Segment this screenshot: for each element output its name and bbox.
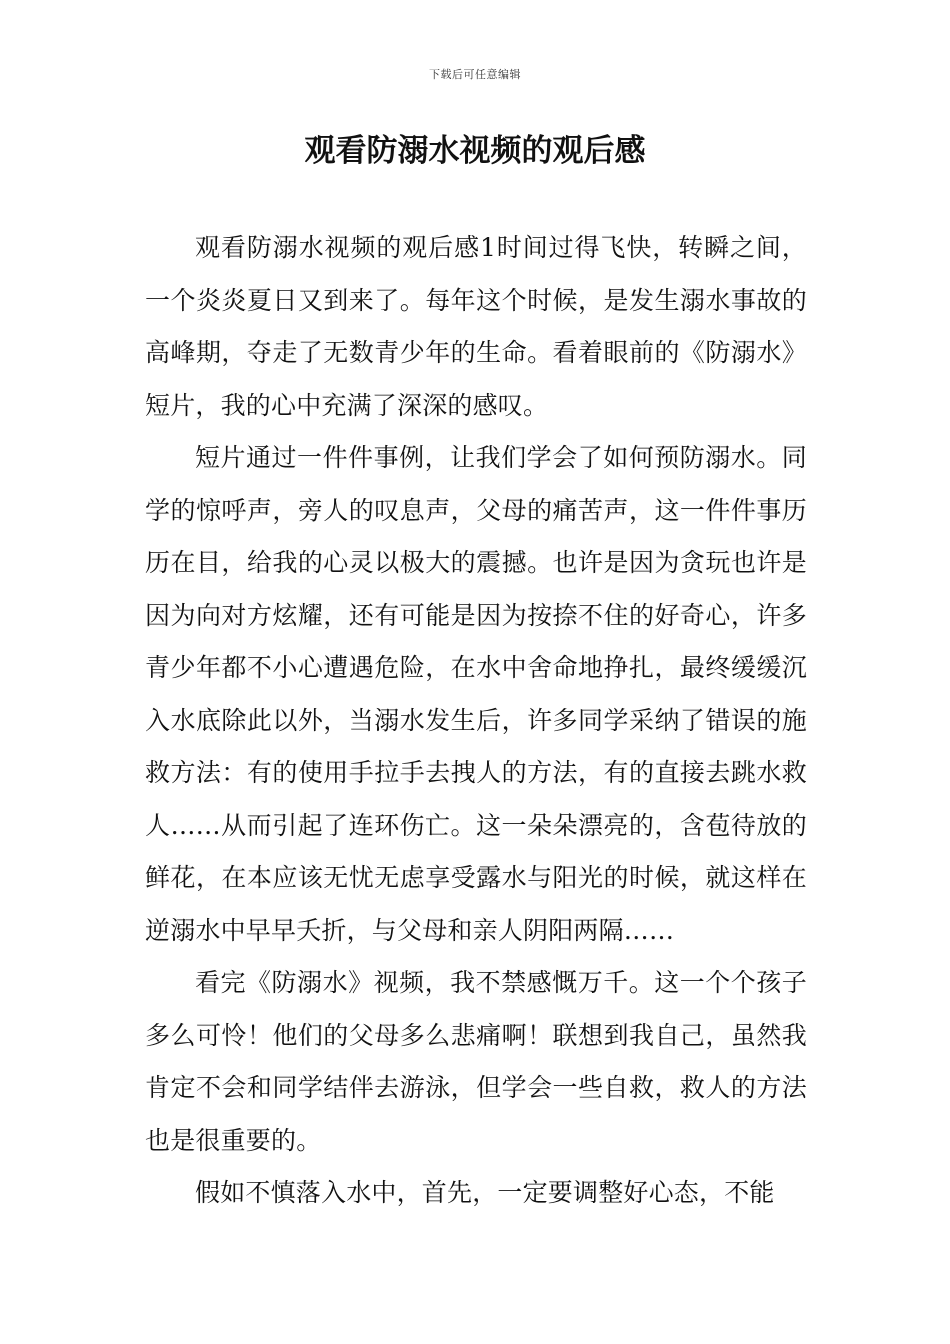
paragraph: 看完《防溺水》视频，我不禁感慨万千。这一个个孩子多么可怜！他们的父母多么悲痛啊！联想到我自己，虽然我肯定不会和同学结伴去游泳，但学会一些自救，救人的方法也是很重要的。 [145,968,807,1155]
paragraph: 观看防溺水视频的观后感1时间过得飞快，转瞬之间，一个炎炎夏日又到来了。每年这个时候，是发生溺水事故的高峰期，夺走了无数青少年的生命。看着眼前的《防溺水》短片，我的心中充满了深深的感叹。 [145,233,807,420]
header-note: 下载后可任意编辑 [429,68,521,81]
paragraph: 短片通过一件件事例，让我们学会了如何预防溺水。同学的惊呼声，旁人的叹息声，父母的痛苦声，这一件件事历历在目，给我的心灵以极大的震撼。也许是因为贪玩也许是因为向对方炫耀，还有可能是因为按捺不住的好奇心，许多青少年都不小心遭遇危险，在水中舍命地挣扎，最终缓缓沉入水底除此以外，当溺水发生后，许多同学采纳了错误的施救方法：有的使用手拉手去拽人的方法，有的直接去跳水救人……从而引起了连环伤亡。这一朵朵漂亮的，含苞待放的鲜花，在本应该无忧无虑享受露水与阳光的时候，就这样在逆溺水中早早夭折，与父母和亲人阴阳两隔…… [145,443,807,945]
document-title: 观看防溺水视频的观后感 [304,133,646,169]
document-body [145,222,807,1220]
paragraph: 假如不慎落入水中，首先，一定要调整好心态，不能 [195,1178,775,1207]
